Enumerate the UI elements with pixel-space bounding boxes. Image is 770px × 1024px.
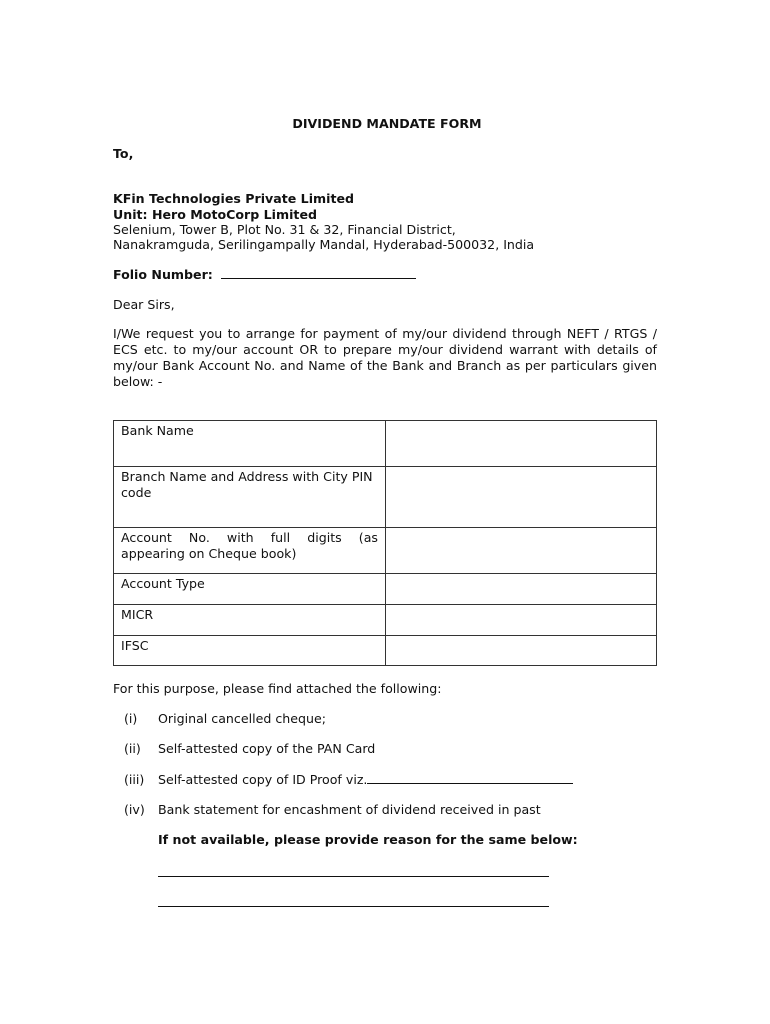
folio-number-row [113, 267, 416, 282]
form-title: DIVIDEND MANDATE FORM [292, 116, 482, 131]
attachment-text: Original cancelled cheque; [158, 711, 326, 726]
attachment-item-id-proof [158, 772, 573, 787]
table-row [114, 605, 657, 636]
table-row [114, 528, 657, 574]
salutation: Dear Sirs, [113, 297, 175, 312]
attachment-text: Self-attested copy of the PAN Card [158, 741, 376, 756]
table-row [114, 636, 657, 666]
reason-line-2[interactable] [158, 906, 549, 907]
attachment-text: Self-attested copy of ID Proof viz. [158, 772, 368, 787]
table-row [114, 421, 657, 467]
address-line-2: Nanakramguda, Serilingampally Mandal, Hyderabad-500032, India [113, 237, 535, 252]
attachment-number: (iv) [124, 802, 145, 817]
attachment-number: (iii) [124, 772, 145, 787]
id-proof-field[interactable] [367, 783, 573, 784]
address-line-1: Selenium, Tower B, Plot No. 31 & 32, Financial District, [113, 222, 456, 237]
account-type-label: Account Type [114, 574, 386, 605]
account-number-label: Account No. with full digits (as appearing on Cheque book) [114, 528, 386, 574]
branch-address-field[interactable] [386, 467, 657, 528]
folio-number-field[interactable] [221, 278, 416, 279]
table-row [114, 574, 657, 605]
account-type-field[interactable] [386, 574, 657, 605]
branch-address-label: Branch Name and Address with City PIN code [114, 467, 386, 528]
to-label: To, [113, 146, 134, 161]
folio-number-label: Folio Number: [113, 267, 213, 282]
attachment-text: Bank statement for encashment of dividend received in past [158, 802, 541, 817]
ifsc-label: IFSC [114, 636, 386, 666]
table-row [114, 467, 657, 528]
bank-name-field[interactable] [386, 421, 657, 467]
micr-label: MICR [114, 605, 386, 636]
attachments-intro: For this purpose, please find attached the following: [113, 681, 442, 696]
micr-field[interactable] [386, 605, 657, 636]
attachment-number: (i) [124, 711, 138, 726]
bank-name-label: Bank Name [114, 421, 386, 467]
account-number-field[interactable] [386, 528, 657, 574]
reason-note: If not available, please provide reason for the same below: [158, 832, 578, 847]
request-paragraph: I/We request you to arrange for payment of my/our dividend through NEFT / RTGS / ECS etc. to my/our account OR to prepare my/our dividend warrant with details of my/our Bank Account No. and Name of the Bank and Branch as per particulars given below: - [113, 326, 657, 389]
bank-details-table [113, 420, 657, 666]
company-name: KFin Technologies Private Limited [113, 191, 355, 206]
attachment-number: (ii) [124, 741, 141, 756]
ifsc-field[interactable] [386, 636, 657, 666]
reason-line-1[interactable] [158, 876, 549, 877]
unit-name: Unit: Hero MotoCorp Limited [113, 207, 317, 222]
